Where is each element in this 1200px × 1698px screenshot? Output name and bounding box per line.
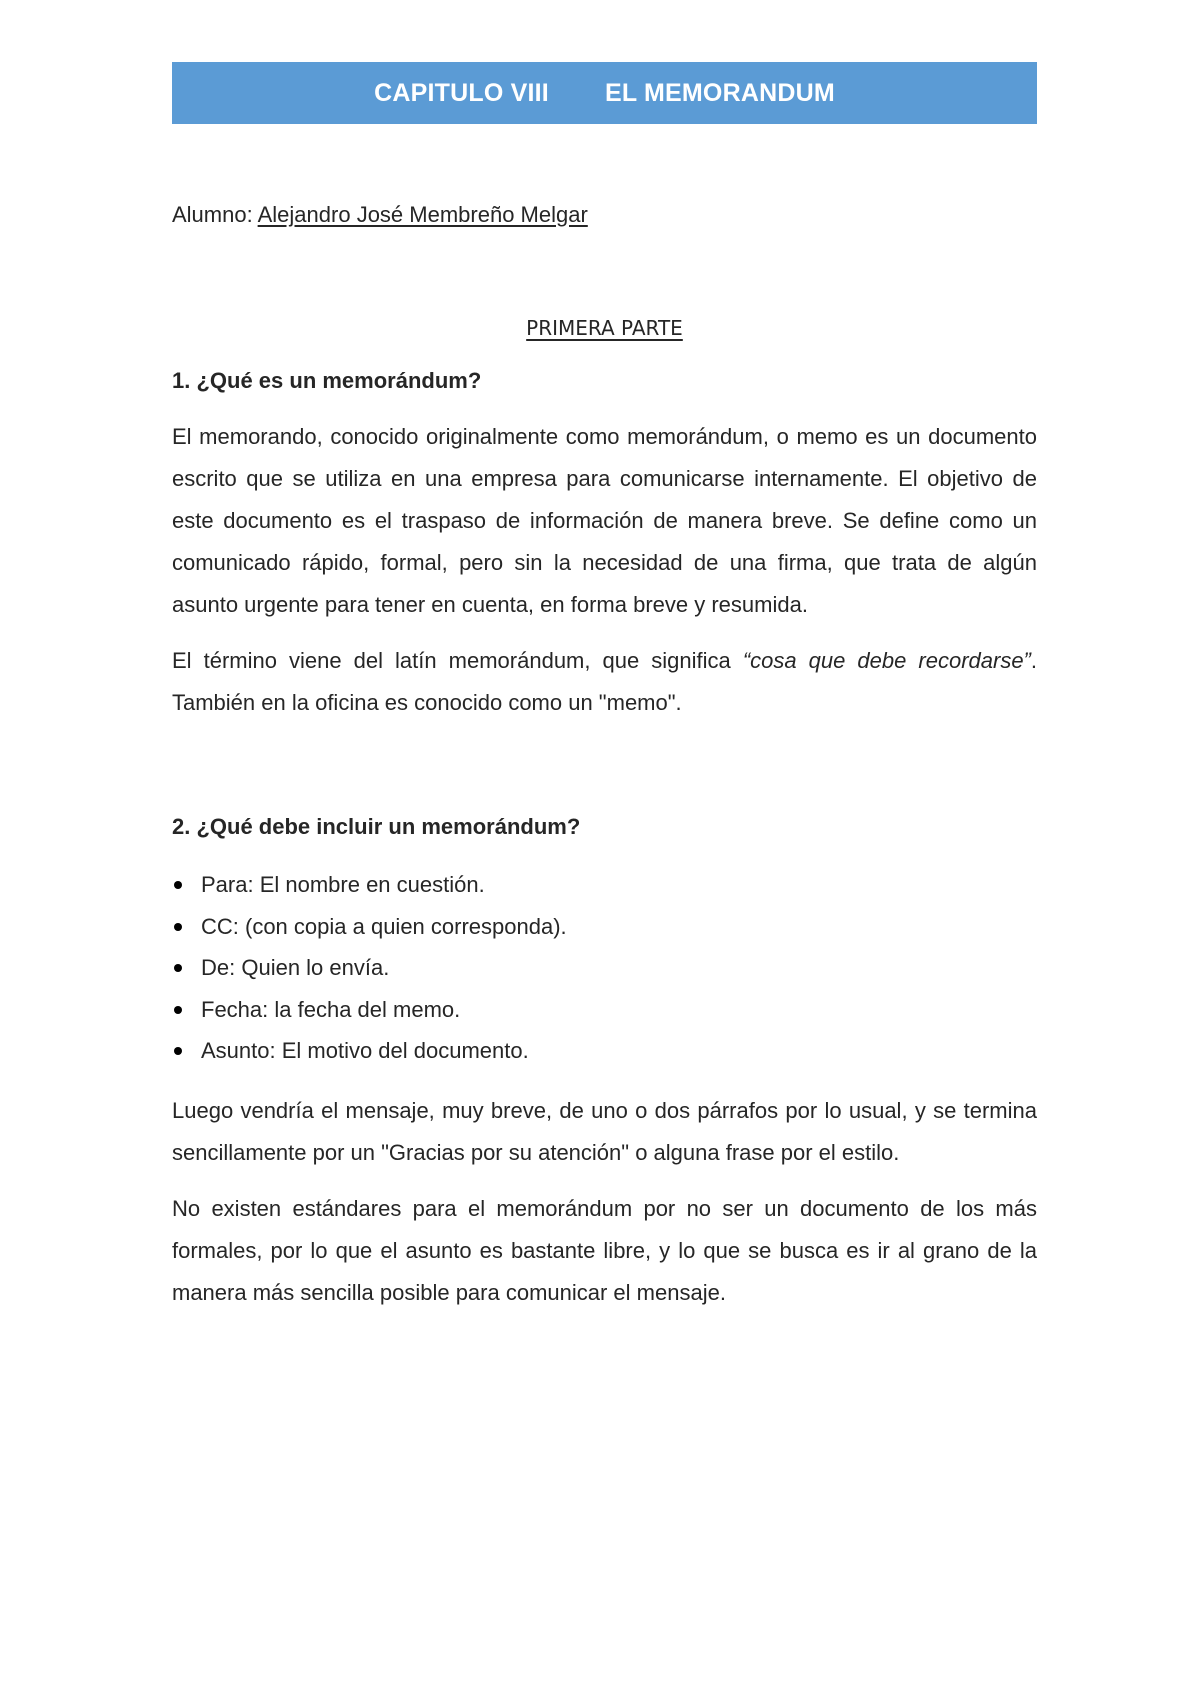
list-item [172,947,1037,989]
question-1-heading: 1. ¿Qué es un memorándum? [172,368,482,393]
list-item-text: CC: (con copia a quien corresponda). [201,913,567,939]
document-page [172,62,1037,1314]
bullet-icon [174,881,182,889]
list-item-text: De: Quien lo envía. [201,955,390,980]
list-item-text: Fecha: la fecha del memo. [201,996,461,1022]
question-2-paragraph-1: Luego vendría el mensaje, muy breve, de uno o dos párrafos por lo usual, y se termina sencillamente por un "Gracias por su atención" o alguna frase por el estilo. [172,1097,1037,1165]
student-line [172,200,1037,230]
list-item-text: Para: El nombre en cuestión. [201,872,485,897]
paragraph-2-text-start: El término viene del latín memorándum, que significa [172,648,743,673]
list-item [172,864,1037,906]
list-item-text: Asunto: El motivo del documento. [201,1038,529,1063]
chapter-title: EL MEMORANDUM [604,78,835,107]
student-label: Alumno: [172,202,253,227]
bullet-icon [174,923,182,931]
chapter-label: CAPITULO VIII [374,78,549,107]
question-1-paragraph-2 [172,640,1037,724]
bullet-icon [174,1006,182,1014]
memo-fields-list [172,864,1037,1072]
question-2-paragraph-2: No existen estándares para el memorándum por no ser un documento de los más formales, por lo que el asunto es bastante libre, y lo que se busca es ir al grano de la manera más sencilla posible para comunicar el mensaje. [172,1195,1037,1305]
chapter-title-banner [172,62,1037,124]
bullet-icon [174,964,182,972]
question-1-paragraph-1: El memorando, conocido originalmente como memorándum, o memo es un documento escrito que se utiliza en una empresa para comunicarse internamente. El objetivo de este documento es el traspaso de información de manera breve. Se define como un comunicado rápido, formal, pero sin la necesidad de una firma, que trata de algún asunto urgente para tener en cuenta, en forma breve y resumida. [172,424,1037,617]
list-item [172,989,1037,1031]
paragraph-2-quote: “cosa que debe recordarse” [742,648,1031,673]
paragraph-2-text-end: . También en la oficina es conocido como un "memo". [172,648,1038,715]
bullet-icon [174,1047,182,1055]
part-heading: PRIMERA PARTE [526,316,683,340]
list-item [172,1030,1037,1072]
list-item [172,906,1037,948]
student-name: Alejandro José Membreño Melgar [257,202,588,227]
question-2-heading: 2. ¿Qué debe incluir un memorándum? [172,814,581,839]
